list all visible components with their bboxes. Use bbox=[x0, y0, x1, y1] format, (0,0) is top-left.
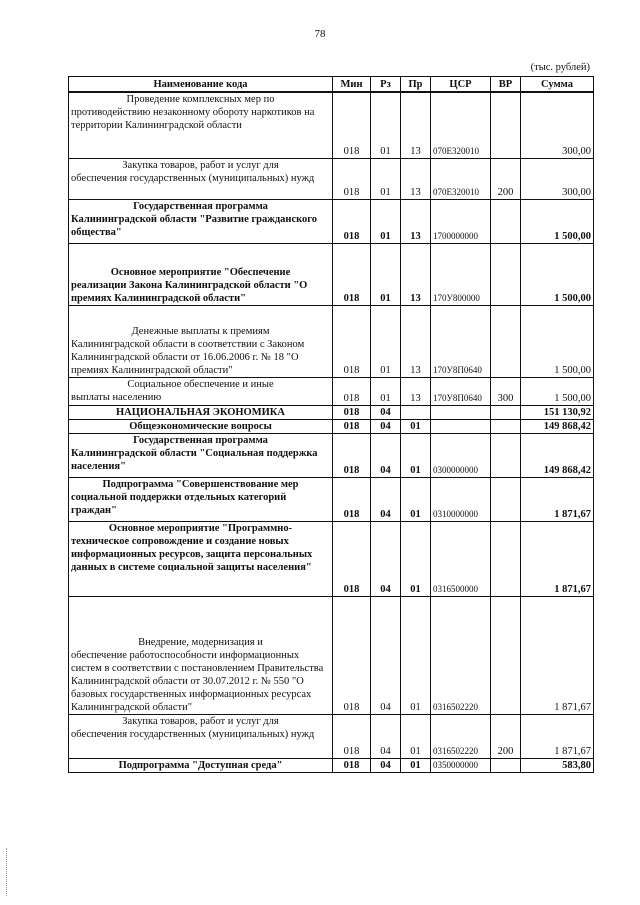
row-csr: 0316500000 bbox=[431, 521, 491, 596]
row-pr: 13 bbox=[401, 199, 431, 243]
row-sum: 1 871,67 bbox=[521, 596, 594, 714]
row-sum: 1 500,00 bbox=[521, 377, 594, 405]
table-row bbox=[69, 92, 594, 158]
header-min: Мин bbox=[333, 77, 371, 93]
row-name-first: Закупка товаров, работ и услуг для bbox=[122, 159, 279, 171]
table-row bbox=[69, 305, 594, 377]
row-vr bbox=[491, 405, 521, 419]
table-row bbox=[69, 199, 594, 243]
row-name-rest: реализации Закона Калининградской области "О премиях Калининградской области" bbox=[71, 279, 308, 304]
row-pr: 01 bbox=[401, 477, 431, 521]
row-min: 018 bbox=[333, 521, 371, 596]
row-csr: 0350000000 bbox=[431, 758, 491, 772]
row-sum: 300,00 bbox=[521, 92, 594, 158]
row-name bbox=[69, 596, 333, 714]
table-row bbox=[69, 714, 594, 758]
table-row bbox=[69, 419, 594, 433]
row-pr: 13 bbox=[401, 158, 431, 199]
row-name bbox=[69, 521, 333, 596]
header-csr: ЦСР bbox=[431, 77, 491, 93]
table-row bbox=[69, 433, 594, 477]
row-sum: 149 868,42 bbox=[521, 419, 594, 433]
row-rz: 04 bbox=[371, 477, 401, 521]
header-rz: Рз bbox=[371, 77, 401, 93]
row-sum: 1 871,67 bbox=[521, 477, 594, 521]
row-csr: 170У8П0640 bbox=[431, 377, 491, 405]
table-row bbox=[69, 377, 594, 405]
row-min: 018 bbox=[333, 199, 371, 243]
row-sum: 1 871,67 bbox=[521, 521, 594, 596]
row-pr: 01 bbox=[401, 714, 431, 758]
row-rz: 01 bbox=[371, 199, 401, 243]
row-min: 018 bbox=[333, 433, 371, 477]
row-pr: 01 bbox=[401, 419, 431, 433]
row-pr bbox=[401, 405, 431, 419]
row-rz: 01 bbox=[371, 377, 401, 405]
row-min: 018 bbox=[333, 305, 371, 377]
row-name-first: Внедрение, модернизация и bbox=[138, 636, 263, 648]
row-rz: 01 bbox=[371, 243, 401, 305]
row-name-first: Подпрограмма "Совершенствование мер bbox=[102, 478, 299, 490]
row-name bbox=[69, 92, 333, 158]
row-name bbox=[69, 758, 333, 772]
header-row bbox=[69, 77, 594, 93]
row-rz: 04 bbox=[371, 758, 401, 772]
row-name bbox=[69, 158, 333, 199]
page-number: 78 bbox=[314, 28, 326, 40]
row-pr: 13 bbox=[401, 92, 431, 158]
row-name-rest: Калининградской области "Развитие гражданского общества" bbox=[71, 213, 318, 238]
row-vr bbox=[491, 305, 521, 377]
row-vr bbox=[491, 521, 521, 596]
row-name-first: Закупка товаров, работ и услуг для bbox=[122, 715, 279, 727]
row-vr bbox=[491, 199, 521, 243]
row-pr: 13 bbox=[401, 377, 431, 405]
row-name-first: Основное мероприятие "Программно- bbox=[108, 522, 293, 534]
row-name-rest: обеспечения государственных (муниципальных) нужд bbox=[71, 172, 315, 184]
row-rz: 01 bbox=[371, 158, 401, 199]
row-csr: 1700000000 bbox=[431, 199, 491, 243]
row-csr: 0316502220 bbox=[431, 596, 491, 714]
row-rz: 04 bbox=[371, 714, 401, 758]
row-sum: 149 868,42 bbox=[521, 433, 594, 477]
row-rz: 04 bbox=[371, 405, 401, 419]
row-min: 018 bbox=[333, 714, 371, 758]
row-vr bbox=[491, 92, 521, 158]
header-name: Наименование кода bbox=[69, 77, 333, 93]
table-row bbox=[69, 521, 594, 596]
row-name-rest: социальной поддержки отдельных категорий граждан" bbox=[71, 491, 287, 516]
row-min: 018 bbox=[333, 377, 371, 405]
row-sum: 300,00 bbox=[521, 158, 594, 199]
row-name-first: Подпрограмма "Доступная среда" bbox=[118, 759, 283, 771]
row-name-rest: Калининградской области "Социальная поддержка населения" bbox=[71, 447, 318, 472]
table-row bbox=[69, 243, 594, 305]
row-sum: 1 500,00 bbox=[521, 199, 594, 243]
row-pr: 13 bbox=[401, 305, 431, 377]
table-row bbox=[69, 158, 594, 199]
row-rz: 04 bbox=[371, 596, 401, 714]
row-name bbox=[69, 419, 333, 433]
row-vr: 200 bbox=[491, 158, 521, 199]
row-csr: 170У8П0640 bbox=[431, 305, 491, 377]
scan-edge-marks bbox=[6, 848, 9, 896]
row-name-rest: Калининградской области в соответствии с Законом Калининградской области от 16.06.2006 г. № 18 "О премиях Калининградской области" bbox=[71, 338, 305, 376]
row-name bbox=[69, 243, 333, 305]
row-name bbox=[69, 477, 333, 521]
row-sum: 151 130,92 bbox=[521, 405, 594, 419]
row-name bbox=[69, 433, 333, 477]
row-vr bbox=[491, 477, 521, 521]
row-pr: 01 bbox=[401, 433, 431, 477]
row-name-first: Государственная программа bbox=[133, 434, 268, 446]
header-vr: ВР bbox=[491, 77, 521, 93]
row-min: 018 bbox=[333, 419, 371, 433]
row-min: 018 bbox=[333, 596, 371, 714]
table-row bbox=[69, 596, 594, 714]
row-name-rest: обеспечения государственных (муниципальных) нужд bbox=[71, 728, 315, 740]
header-pr: Пр bbox=[401, 77, 431, 93]
header-sum: Сумма bbox=[521, 77, 594, 93]
row-vr bbox=[491, 419, 521, 433]
row-name bbox=[69, 405, 333, 419]
row-name-rest: противодействию незаконному обороту наркотиков на территории Калининградской области bbox=[71, 107, 315, 131]
row-csr: 0300000000 bbox=[431, 433, 491, 477]
row-name-rest: выплаты населению bbox=[71, 391, 162, 403]
row-pr: 13 bbox=[401, 243, 431, 305]
row-sum: 1 500,00 bbox=[521, 243, 594, 305]
row-rz: 04 bbox=[371, 521, 401, 596]
table-row bbox=[69, 477, 594, 521]
row-csr: 070Е320010 bbox=[431, 92, 491, 158]
row-csr: 0310000000 bbox=[431, 477, 491, 521]
row-pr: 01 bbox=[401, 596, 431, 714]
row-min: 018 bbox=[333, 243, 371, 305]
row-min: 018 bbox=[333, 405, 371, 419]
row-name-rest: обеспечение работоспособности информационных систем в соответствии с постановлением Правительства Калининградской области от 30.07.2012 г. № 550 "О базовых государственных информационных ресурсах Калининградской области" bbox=[71, 649, 324, 713]
row-rz: 04 bbox=[371, 419, 401, 433]
row-rz: 01 bbox=[371, 92, 401, 158]
row-name-first: Основное мероприятие "Обеспечение bbox=[110, 266, 291, 278]
row-name-first: Общеэкономические вопросы bbox=[129, 420, 272, 432]
row-pr: 01 bbox=[401, 521, 431, 596]
row-csr: 170У800000 bbox=[431, 243, 491, 305]
row-name-first: Государственная программа bbox=[133, 200, 268, 212]
row-vr: 300 bbox=[491, 377, 521, 405]
row-csr: 070Е320010 bbox=[431, 158, 491, 199]
row-vr bbox=[491, 758, 521, 772]
row-min: 018 bbox=[333, 758, 371, 772]
row-vr bbox=[491, 433, 521, 477]
table-row bbox=[69, 405, 594, 419]
row-sum: 1 500,00 bbox=[521, 305, 594, 377]
row-csr bbox=[431, 405, 491, 419]
row-name-first: НАЦИОНАЛЬНАЯ ЭКОНОМИКА bbox=[116, 406, 285, 418]
row-sum: 583,80 bbox=[521, 758, 594, 772]
row-rz: 01 bbox=[371, 305, 401, 377]
row-min: 018 bbox=[333, 92, 371, 158]
row-vr bbox=[491, 243, 521, 305]
unit-note: (тыс. рублей) bbox=[530, 62, 590, 73]
row-name-rest: техническое сопровождение и создание новых информационных ресурсов, защита персональных данных в системе социальной защиты населения" bbox=[71, 535, 313, 573]
row-name bbox=[69, 377, 333, 405]
row-min: 018 bbox=[333, 158, 371, 199]
row-sum: 1 871,67 bbox=[521, 714, 594, 758]
row-vr bbox=[491, 596, 521, 714]
budget-table bbox=[68, 76, 594, 773]
row-name bbox=[69, 305, 333, 377]
row-csr: 0316502220 bbox=[431, 714, 491, 758]
row-name bbox=[69, 199, 333, 243]
row-min: 018 bbox=[333, 477, 371, 521]
row-csr bbox=[431, 419, 491, 433]
row-rz: 04 bbox=[371, 433, 401, 477]
row-name-first: Денежные выплаты к премиям bbox=[131, 325, 270, 337]
row-name-first: Социальное обеспечение и иные bbox=[127, 378, 274, 390]
row-name bbox=[69, 714, 333, 758]
row-pr: 01 bbox=[401, 758, 431, 772]
row-vr: 200 bbox=[491, 714, 521, 758]
row-name-first: Проведение комплексных мер по bbox=[126, 94, 275, 105]
table-row bbox=[69, 758, 594, 772]
